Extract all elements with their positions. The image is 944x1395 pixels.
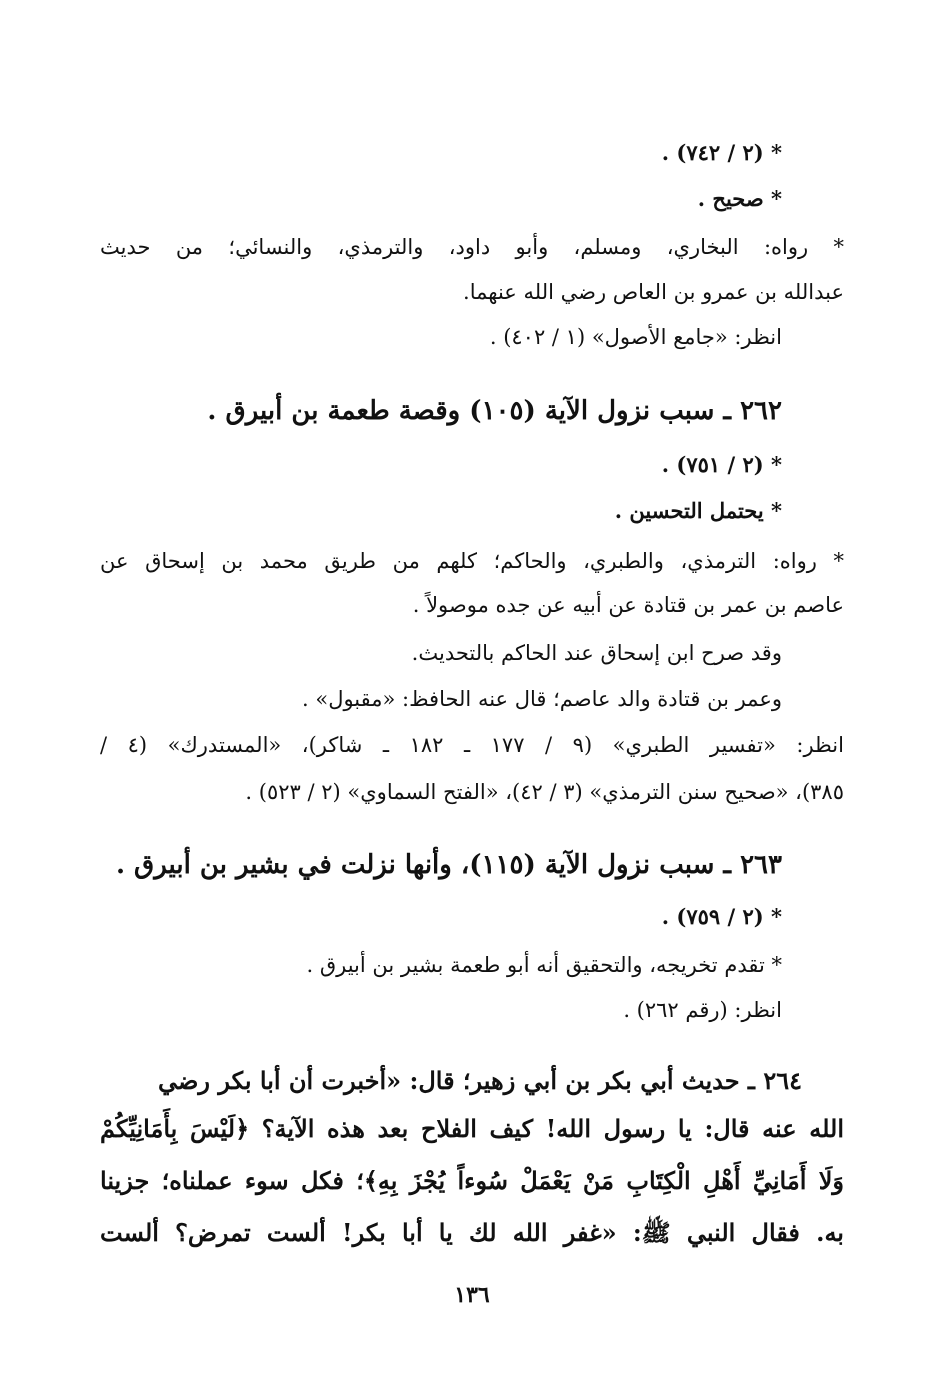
section-heading: ٢٦٤ ـ حديث أبي بكر بن أبي زهير؛ قال: «أخبرت أن أبا بكر رضي [158, 1066, 802, 1095]
text-line: وعمر بن قتادة والد عاصم؛ قال عنه الحافظ: «مقبول» . [302, 687, 782, 711]
section-heading: ٢٦٢ ـ سبب نزول الآية (١٠٥) وقصة طعمة بن أبيرق . [207, 396, 782, 426]
text-line: * رواه: البخاري، ومسلم، وأبو داود، والترمذي، والنسائي؛ من حديث [100, 235, 844, 259]
text-line: * صحيح . [697, 186, 782, 211]
text-line: * (٢ / ٧٥٩) . [661, 904, 782, 929]
text-line: انظر: «تفسير الطبري» (٩ / ١٧٧ ـ ١٨٢ ـ شاكر)، «المستدرك» (٤ / [100, 733, 844, 757]
text-line: * رواه: الترمذي، والطبري، والحاكم؛ كلهم من طريق محمد بن إسحاق عن [100, 549, 844, 573]
text-line: عاصم بن عمر بن قتادة عن أبيه عن جده موصولاً . [412, 593, 844, 617]
page-number: ١٣٦ [454, 1282, 490, 1308]
text-line: * (٢ / ٧٤٢) . [661, 140, 782, 165]
text-line: * (٢ / ٧٥١) . [661, 452, 782, 477]
text-line: وقد صرح ابن إسحاق عند الحاكم بالتحديث. [411, 641, 782, 665]
hadith-line: وَلَا أَمَانِيِّ أَهْلِ الْكِتَابِ مَنْ يَعْمَلْ سُوءاً يُجْزَ بِهِ﴾؛ فكل سوء عملناه؛ جزينا [100, 1166, 844, 1195]
hadith-line: الله عنه قال: يا رسول الله! كيف الفلاح بعد هذه الآية؟ ﴿لَيْسَ بِأَمَانِيِّكُمْ [100, 1114, 844, 1143]
text-line: انظر: (رقم ٢٦٢) . [623, 998, 782, 1022]
text-line: * تقدم تخريجه، والتحقيق أنه أبو طعمة بشير بن أبيرق . [306, 953, 782, 977]
text-line: انظر: «جامع الأصول» (١ / ٤٠٢) . [489, 325, 782, 349]
section-heading: ٢٦٣ ـ سبب نزول الآية (١١٥)، وأنها نزلت في بشير بن أبيرق . [115, 850, 782, 880]
text-line: ٣٨٥)، «صحيح سنن الترمذي» (٣ / ٤٢)، «الفتح السماوي» (٢ / ٥٢٣) . [245, 780, 844, 804]
text-line: * يحتمل التحسين . [614, 498, 782, 523]
hadith-line: به. فقال النبي ﷺ: «غفر الله لك يا أبا بكر! ألست تمرض؟ ألست [100, 1218, 844, 1247]
text-line: عبدالله بن عمرو بن العاص رضي الله عنهما. [463, 280, 844, 304]
